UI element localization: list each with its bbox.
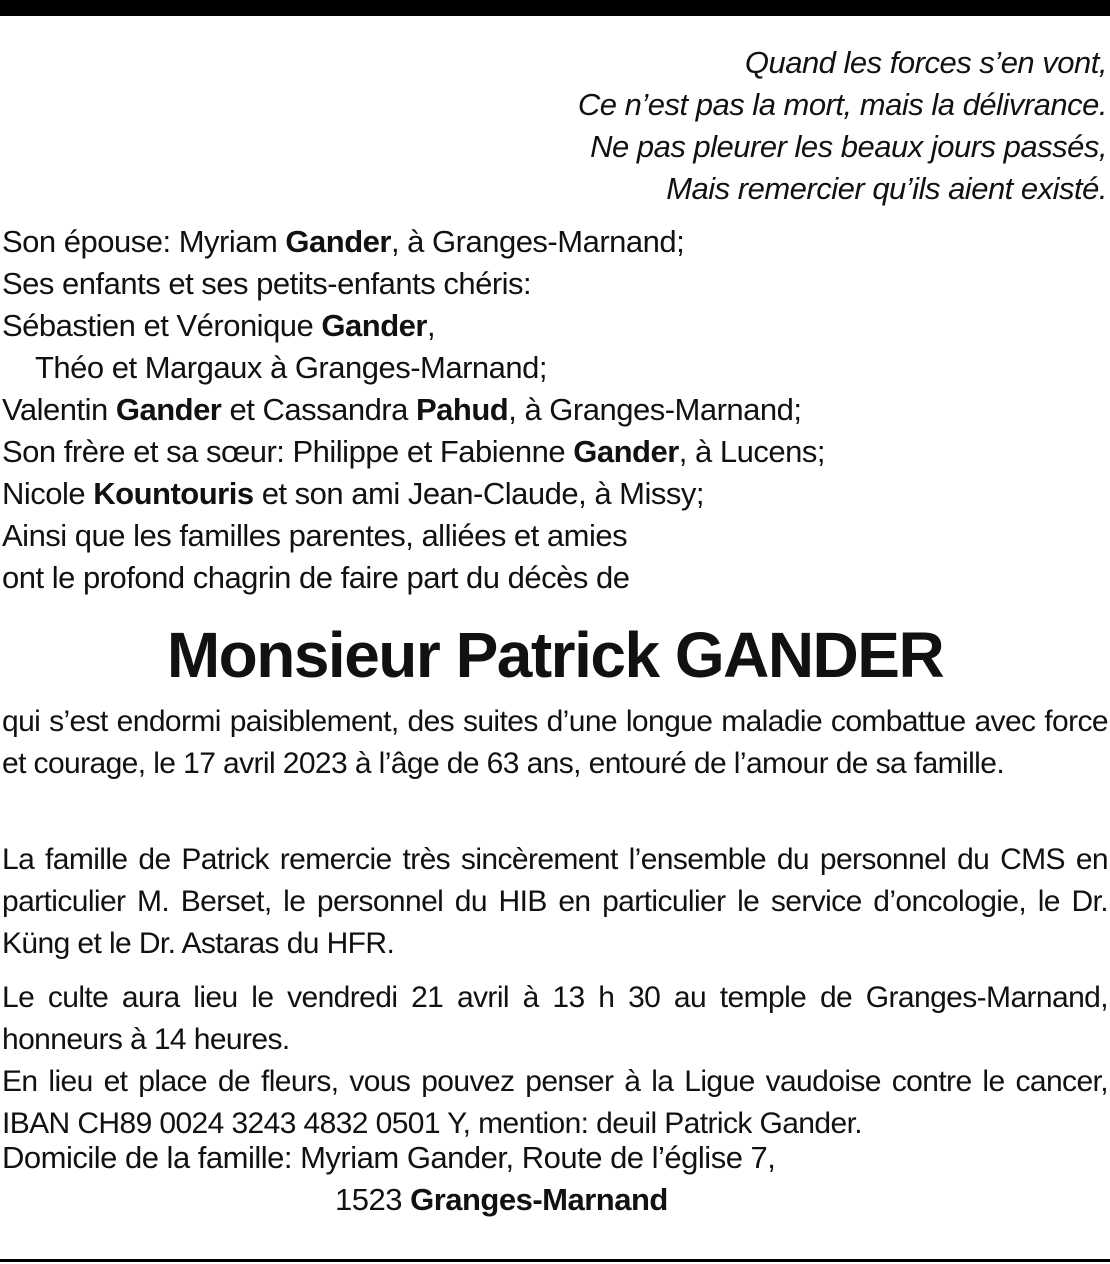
poem-line: Ce n’est pas la mort, mais la délivrance. xyxy=(577,87,1107,122)
family-list xyxy=(2,221,825,599)
paragraph-thanks: La famille de Patrick remercie très sincèrement l’ensemble du personnel du CMS en particulier M. Berset, le personnel du HIB en particulier le service d’oncologie, le Dr. Küng et le Dr. Astaras du HFR. xyxy=(2,843,1108,960)
family-address xyxy=(2,1137,775,1221)
address-line: Domicile de la famille: Myriam Gander, Route de l’église 7, xyxy=(2,1140,776,1175)
epitaph-poem xyxy=(578,42,1107,210)
poem-line: Quand les forces s’en vont, xyxy=(744,45,1107,80)
poem-line: Ne pas pleurer les beaux jours passés, xyxy=(590,129,1107,164)
paragraph-service: Le culte aura lieu le vendredi 21 avril à 13 h 30 au temple de Granges-Marnand, honneurs à 14 heures. xyxy=(2,981,1108,1056)
paragraph-donation: En lieu et place de fleurs, vous pouvez penser à la Ligue vaudoise contre le cancer, IBAN CH89 0024 3243 4832 0501 Y, mention: deuil Patrick Gander. xyxy=(2,1065,1108,1140)
address-city-line: 1523 Granges-Marnand xyxy=(335,1182,668,1217)
family-line-valentin: Valentin Gander et Cassandra Pahud, à Granges-Marnand; xyxy=(2,392,802,427)
family-line-relatives: Ainsi que les familles parentes, alliées et amies xyxy=(2,518,628,553)
poem-line: Mais remercier qu’ils aient existé. xyxy=(666,171,1107,206)
paragraph-passing: qui s’est endormi paisiblement, des suites d’une longue maladie combattue avec force et courage, le 17 avril 2023 à l’âge de 63 ans, entouré de l’amour de sa famille. xyxy=(2,705,1108,780)
bottom-border-rule xyxy=(0,1259,1110,1262)
family-line-grandchildren: Théo et Margaux à Granges-Marnand; xyxy=(35,350,547,385)
top-border-rule xyxy=(0,0,1110,16)
family-line-sebastien: Sébastien et Véronique Gander, xyxy=(2,308,436,343)
family-line-spouse: Son épouse: Myriam Gander, à Granges-Marnand; xyxy=(2,224,685,259)
family-line-nicole: Nicole Kountouris et son ami Jean-Claude, à Missy; xyxy=(2,476,705,511)
family-line-announcement: ont le profond chagrin de faire part du décès de xyxy=(2,560,630,595)
family-line-children-intro: Ses enfants et ses petits-enfants chéris: xyxy=(2,266,532,301)
deceased-name: Monsieur Patrick GANDER xyxy=(166,619,944,691)
family-line-siblings: Son frère et sa sœur: Philippe et Fabienne Gander, à Lucens; xyxy=(2,434,825,469)
